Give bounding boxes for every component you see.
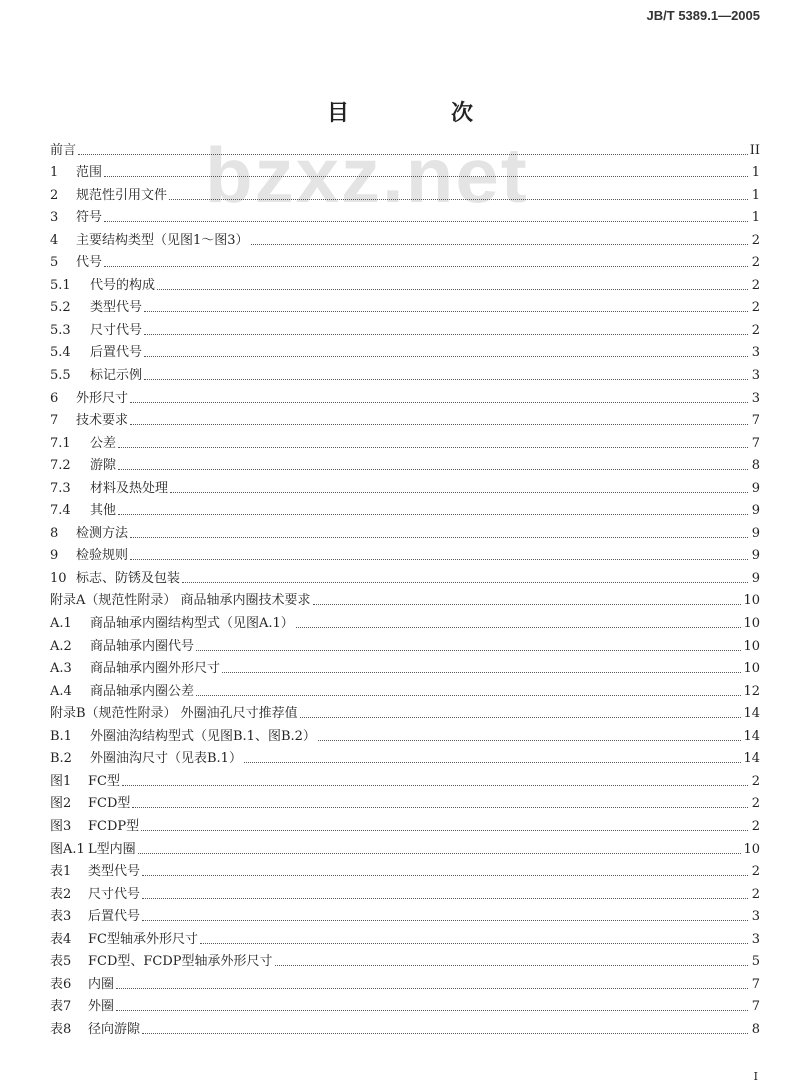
toc-entry-page: 3 <box>751 390 760 406</box>
toc-entry[interactable] <box>50 294 760 317</box>
dot-leader <box>130 424 748 425</box>
toc-entry-page: 3 <box>751 368 760 384</box>
toc-entry-title: 内圈 <box>88 976 115 992</box>
toc-entry-title: 外圈 <box>88 999 115 1015</box>
dot-leader <box>141 830 748 831</box>
toc-entry-number: B.2 <box>50 751 72 767</box>
toc-entry[interactable] <box>50 407 760 430</box>
toc-entry[interactable] <box>50 271 760 294</box>
toc-entry-title: 商品轴承内圈公差 <box>90 683 195 699</box>
toc-entry-number: 表2 <box>50 886 72 902</box>
dot-leader <box>144 334 748 335</box>
dot-leader <box>144 356 748 357</box>
dot-leader <box>116 1010 748 1011</box>
toc-entry-number: 表7 <box>50 999 72 1015</box>
toc-entry-title: 径向游隙 <box>88 1021 141 1037</box>
dot-leader <box>313 604 742 605</box>
toc-entry-number: 图1 <box>50 773 72 789</box>
dot-leader <box>142 875 748 876</box>
toc-entry[interactable] <box>50 925 760 948</box>
toc-entry[interactable] <box>50 181 760 204</box>
toc-entry[interactable] <box>50 948 760 971</box>
dot-leader <box>296 627 742 628</box>
dot-leader <box>182 582 748 583</box>
dot-leader <box>200 943 748 944</box>
toc-entry-title: 范围 <box>76 165 103 181</box>
toc-entry[interactable] <box>50 316 760 339</box>
toc-entry-number: 8 <box>50 525 59 541</box>
toc-entry[interactable] <box>50 677 760 700</box>
toc-entry-number: 2 <box>50 187 59 203</box>
toc-entry[interactable] <box>50 497 760 520</box>
toc-entry-page: 10 <box>743 593 760 609</box>
toc-entry-title: 附录A（规范性附录） 商品轴承内圈技术要求 <box>50 593 311 609</box>
toc-entry-title: 商品轴承内圈外形尺寸 <box>90 661 221 677</box>
toc-entry[interactable] <box>50 970 760 993</box>
toc-entry[interactable] <box>50 204 760 227</box>
toc-entry[interactable] <box>50 226 760 249</box>
dot-leader <box>104 266 748 267</box>
toc-entry-number: 7 <box>50 413 59 429</box>
toc-entry-page: 1 <box>751 165 760 181</box>
toc-entry-number: 图2 <box>50 796 72 812</box>
toc-entry-title: 商品轴承内圈代号 <box>90 638 195 654</box>
toc-entry-title: 检验规则 <box>76 548 129 564</box>
toc-entry-number: 1 <box>50 165 59 181</box>
toc-entry[interactable] <box>50 632 760 655</box>
dot-leader <box>130 559 748 560</box>
toc-entry-number: 表5 <box>50 954 72 970</box>
toc-entry-page: 3 <box>751 931 760 947</box>
toc-entry-number: 7.4 <box>50 503 71 519</box>
toc-entry-number: 表6 <box>50 976 72 992</box>
toc-entry-title: 商品轴承内圈结构型式（见图A.1） <box>90 616 294 632</box>
dot-leader <box>130 402 748 403</box>
toc-entry-page: 3 <box>751 909 760 925</box>
toc-entry[interactable] <box>50 542 760 565</box>
toc-entry[interactable] <box>50 384 760 407</box>
toc-entry-title: 后置代号 <box>90 345 143 361</box>
toc-entry-number: 5.2 <box>50 300 71 316</box>
toc-entry[interactable] <box>50 249 760 272</box>
toc-entry-number: A.2 <box>50 638 72 654</box>
toc-entry[interactable] <box>50 790 760 813</box>
toc-entry-title: 类型代号 <box>90 300 143 316</box>
toc-entry-page: 2 <box>751 300 760 316</box>
toc-entry-number: A.1 <box>50 616 72 632</box>
toc-entry-title: 游隙 <box>90 458 117 474</box>
toc-entry-number: 5.3 <box>50 322 71 338</box>
toc-entry[interactable] <box>50 136 760 159</box>
toc-entry[interactable] <box>50 159 760 182</box>
dot-leader <box>222 672 741 673</box>
toc-entry[interactable] <box>50 767 760 790</box>
toc-entry-title: FCD型 <box>88 796 131 812</box>
toc-entry-title: 外圈油沟尺寸（见表B.1） <box>90 751 242 767</box>
toc-entry-title: L型内圈 <box>88 841 136 857</box>
toc-entry-page: 14 <box>743 706 760 722</box>
toc-entry-number: 表8 <box>50 1021 72 1037</box>
toc-entry-page: 10 <box>743 616 760 632</box>
toc-entry-number: 6 <box>50 390 59 406</box>
dot-leader <box>300 717 742 718</box>
toc-entry[interactable] <box>50 858 760 881</box>
toc-entry[interactable] <box>50 835 760 858</box>
dot-leader <box>144 379 748 380</box>
toc-entry-page: 1 <box>751 187 760 203</box>
dot-leader <box>142 1033 748 1034</box>
dot-leader <box>318 740 742 741</box>
toc-entry[interactable] <box>50 880 760 903</box>
toc-entry[interactable] <box>50 361 760 384</box>
toc-entry-page: 10 <box>743 661 760 677</box>
toc-entry-number: 9 <box>50 548 59 564</box>
toc-entry-number: 5.5 <box>50 368 71 384</box>
toc-entry-title: 代号的构成 <box>90 277 156 293</box>
toc-entry[interactable] <box>50 655 760 678</box>
toc-entry-number: 5.1 <box>50 277 71 293</box>
toc-entry-title: FC型轴承外形尺寸 <box>88 931 198 947</box>
toc-entry[interactable] <box>50 587 760 610</box>
dot-leader <box>118 514 748 515</box>
toc-entry-title: 规范性引用文件 <box>76 187 168 203</box>
dot-leader <box>142 920 748 921</box>
toc-entry[interactable] <box>50 429 760 452</box>
page-title: 目 次 <box>326 100 513 126</box>
toc-entry[interactable] <box>50 564 760 587</box>
toc-entry-title: 尺寸代号 <box>90 322 143 338</box>
toc-entry[interactable] <box>50 474 760 497</box>
dot-leader <box>104 221 748 222</box>
dot-leader <box>169 199 748 200</box>
toc-entry-title: 标记示例 <box>90 368 143 384</box>
toc-entry-page: 5 <box>751 954 760 970</box>
toc-entry-page: 1 <box>751 210 760 226</box>
document-header: JB/T 5389.1—2005 <box>646 8 760 23</box>
dot-leader <box>157 289 748 290</box>
toc-entry-page: 2 <box>751 773 760 789</box>
toc-entry-title: 技术要求 <box>76 413 129 429</box>
toc-entry-page: 14 <box>743 728 760 744</box>
toc-entry-page: 12 <box>743 683 760 699</box>
toc-entry-title: 材料及热处理 <box>90 480 169 496</box>
toc-entry-page: 2 <box>751 322 760 338</box>
toc-entry-page: 2 <box>751 232 760 248</box>
toc-entry-number: A.3 <box>50 661 72 677</box>
toc-entry-number: 7.3 <box>50 480 71 496</box>
dot-leader <box>142 898 748 899</box>
toc-entry[interactable] <box>50 1015 760 1038</box>
dot-leader <box>130 537 748 538</box>
dot-leader <box>104 176 748 177</box>
toc-entry-number: 图3 <box>50 818 72 834</box>
toc-entry[interactable] <box>50 812 760 835</box>
toc-entry-page: 9 <box>751 503 760 519</box>
toc-entry-page: 2 <box>751 818 760 834</box>
toc-entry-title: 符号 <box>76 210 103 226</box>
toc-entry-number: 3 <box>50 210 59 226</box>
toc-entry-number: 10 <box>50 570 67 586</box>
toc-entry-page: 7 <box>751 413 760 429</box>
toc-entry-page: 10 <box>743 638 760 654</box>
toc-entry[interactable] <box>50 609 760 632</box>
dot-leader <box>78 154 748 155</box>
toc-entry[interactable] <box>50 700 760 723</box>
toc-entry-page: 2 <box>751 864 760 880</box>
dot-leader <box>196 695 741 696</box>
dot-leader <box>132 807 748 808</box>
table-of-contents <box>50 136 760 1038</box>
toc-entry[interactable] <box>50 452 760 475</box>
toc-entry[interactable] <box>50 993 760 1016</box>
toc-entry-title: 外形尺寸 <box>76 390 129 406</box>
toc-entry[interactable] <box>50 722 760 745</box>
toc-entry-page: 10 <box>743 841 760 857</box>
toc-entry-page: 2 <box>751 886 760 902</box>
toc-entry-page: 9 <box>751 525 760 541</box>
toc-entry-title: 类型代号 <box>88 864 141 880</box>
dot-leader <box>196 650 741 651</box>
toc-entry-title: 检测方法 <box>76 525 129 541</box>
toc-entry[interactable] <box>50 519 760 542</box>
dot-leader <box>144 311 748 312</box>
dot-leader <box>118 469 748 470</box>
toc-entry-number: 表4 <box>50 931 72 947</box>
toc-entry-number: 4 <box>50 232 59 248</box>
toc-entry-title: 其他 <box>90 503 117 519</box>
dot-leader <box>116 988 748 989</box>
toc-entry-page: 2 <box>751 255 760 271</box>
toc-entry-page: 8 <box>751 1021 760 1037</box>
toc-entry-title: 外圈油沟结构型式（见图B.1、图B.2） <box>90 728 316 744</box>
page-number: I <box>753 1070 758 1083</box>
toc-entry[interactable] <box>50 339 760 362</box>
toc-entry-page: 2 <box>751 277 760 293</box>
toc-entry[interactable] <box>50 745 760 768</box>
toc-entry-page: 9 <box>751 570 760 586</box>
toc-entry-title: 标志、防锈及包装 <box>76 570 181 586</box>
toc-entry-title: FCDP型 <box>88 818 140 834</box>
toc-entry-page: 7 <box>751 976 760 992</box>
toc-entry-page: 2 <box>751 796 760 812</box>
toc-entry-title: 尺寸代号 <box>88 886 141 902</box>
toc-entry-title: FC型 <box>88 773 120 789</box>
dot-leader <box>251 244 748 245</box>
toc-entry-page: II <box>749 142 760 158</box>
dot-leader <box>122 785 748 786</box>
dot-leader <box>118 447 748 448</box>
toc-entry-page: 3 <box>751 345 760 361</box>
toc-entry-title: 主要结构类型（见图1～图3） <box>76 232 249 248</box>
toc-entry-page: 9 <box>751 480 760 496</box>
toc-entry-page: 9 <box>751 548 760 564</box>
toc-entry-title: 附录B（规范性附录） 外圈油孔尺寸推荐值 <box>50 706 298 722</box>
dot-leader <box>138 853 742 854</box>
toc-entry-page: 7 <box>751 435 760 451</box>
toc-entry-number: 7.1 <box>50 435 71 451</box>
dot-leader <box>275 965 748 966</box>
toc-entry-number: 7.2 <box>50 458 71 474</box>
toc-entry-number: A.4 <box>50 683 72 699</box>
toc-entry-number: 5 <box>50 255 59 271</box>
toc-entry[interactable] <box>50 903 760 926</box>
toc-entry-title: FCD型、FCDP型轴承外形尺寸 <box>88 954 273 970</box>
toc-entry-title: 公差 <box>90 435 117 451</box>
watermark: bzxz.net <box>205 131 529 219</box>
toc-entry-number: B.1 <box>50 728 72 744</box>
dot-leader <box>170 492 748 493</box>
toc-entry-number: 表1 <box>50 864 72 880</box>
toc-entry-title: 前言 <box>50 142 77 158</box>
toc-entry-page: 14 <box>743 751 760 767</box>
toc-entry-number: 图A.1 <box>50 841 85 857</box>
toc-entry-page: 7 <box>751 999 760 1015</box>
toc-entry-number: 5.4 <box>50 345 71 361</box>
toc-entry-number: 表3 <box>50 909 72 925</box>
toc-entry-title: 代号 <box>76 255 103 271</box>
toc-entry-page: 8 <box>751 458 760 474</box>
dot-leader <box>244 762 741 763</box>
toc-entry-title: 后置代号 <box>88 909 141 925</box>
